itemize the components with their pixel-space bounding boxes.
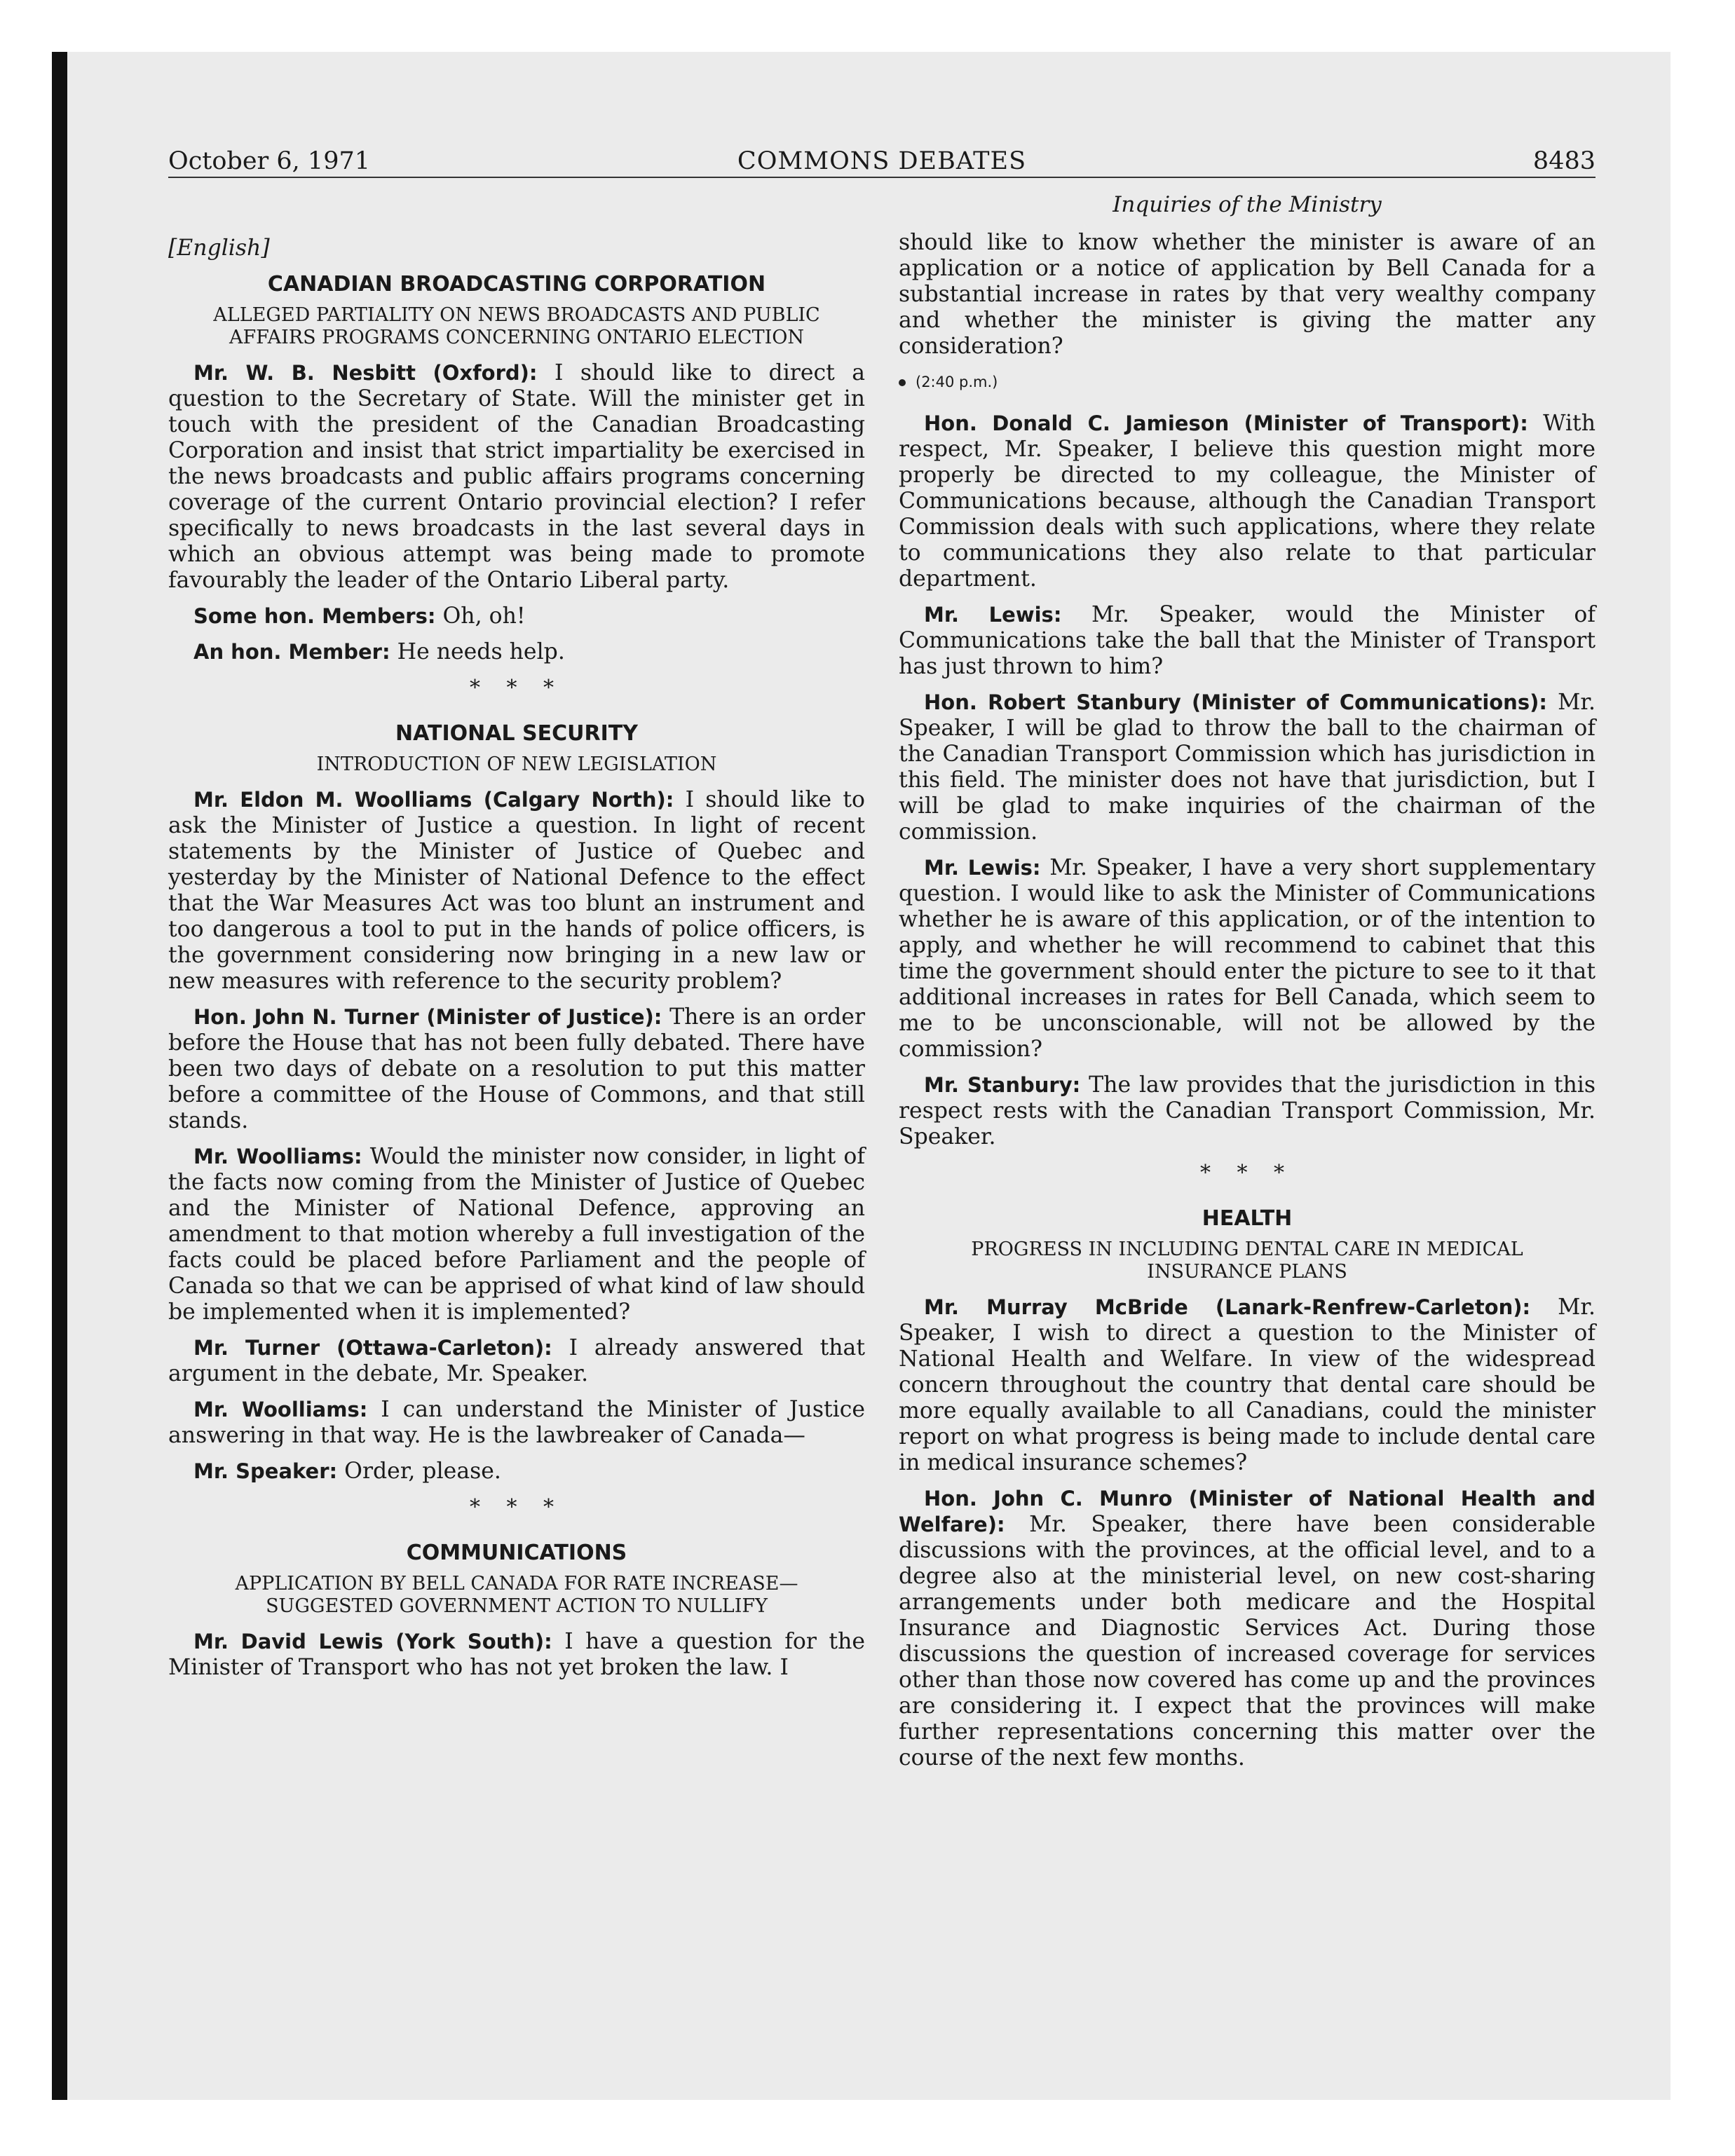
section-subheading-cbc: ALLEGED PARTIALITY ON NEWS BROADCASTS AND PUBLIC AFFAIRS PROGRAMS CONCERNING ONTARIO ELECTION [213, 304, 820, 348]
speaker-name: Mr. Woolliams: [193, 1398, 368, 1421]
section-heading-security: NATIONAL SECURITY [395, 721, 638, 746]
speaker-name: An hon. Member: [193, 640, 390, 664]
paragraph [168, 639, 865, 665]
paragraph [168, 787, 865, 995]
speaker-name: Mr. Murray McBride (Lanark-Renfrew-Carleton): [924, 1295, 1531, 1319]
speech-text: Mr. Speaker, I will be glad to throw the ball to the chairman of the Canadian Transport Commission which has jurisdiction in this field. The minister does not have that jurisdiction, but I will be glad to make inquiries of the chairman of the commission. [899, 690, 1595, 845]
header-title: COMMONS DEBATES [737, 147, 1027, 175]
section-heading-communications: COMMUNICATIONS [406, 1541, 627, 1565]
timestamp-text: (2:40 p.m.) [916, 374, 998, 390]
paragraph [168, 1397, 865, 1449]
speaker-name: Mr. David Lewis (York South): [193, 1630, 552, 1653]
language-tag: [English] [168, 236, 270, 261]
section-subheading-communications: APPLICATION BY BELL CANADA FOR RATE INCREASE—SUGGESTED GOVERNMENT ACTION TO NULLIFY [235, 1573, 798, 1617]
bullet-icon [899, 379, 906, 386]
speech-text: Would the minister now consider, in light of the facts now coming from the Minister of Justice of Quebec and the Minister of National Defence, approving an amendment to that motion whereby a full investigation of the facts could be placed before Parliament and the people of Canada so that we can be apprised of what kind of law should be implemented when it is implemented? [168, 1144, 866, 1325]
paragraph [168, 360, 865, 594]
speech-text: The law provides that the jurisdiction in this respect rests with the Canadian Transport Commission, Mr. Speaker. [899, 1072, 1596, 1149]
speech-text: Order, please. [344, 1459, 501, 1484]
section-divider: * * * [469, 676, 564, 700]
speech-text: I should like to direct a question to the Secretary of State. Will the minister get in touch with the president of the Canadian Broadcasting Corporation and insist that strict impartiality be exercised in the news broadcasts and public affairs programs concerning coverage of the current Ontario provincial election? I refer specifically to news broadcasts in the last several days in which an obvious attempt was being made to promote favourably the leader of the Ontario Liberal party. [168, 360, 865, 593]
scan-edge [52, 52, 67, 2100]
header-page-number: 8483 [1532, 147, 1595, 175]
speaker-name: Mr. W. B. Nesbitt (Oxford): [193, 361, 538, 385]
speaker-name: Mr. Woolliams: [193, 1145, 362, 1168]
paragraph [168, 1629, 865, 1681]
right-column [899, 230, 1595, 1781]
speaker-name: Hon. Donald C. Jamieson (Minister of Transport): [924, 411, 1528, 435]
paragraph [899, 1486, 1595, 1771]
paragraph [168, 1144, 865, 1325]
speaker-name: Hon. John N. Turner (Minister of Justice): [193, 1005, 662, 1029]
speaker-name: Mr. Lewis: [924, 856, 1041, 880]
speaker-name: Mr. Eldon M. Woolliams (Calgary North): [193, 788, 674, 812]
paragraph [168, 1459, 865, 1485]
speech-text: I should like to ask the Minister of Justice a question. In light of recent statements by the Minister of Justice of Quebec and yesterday by the Minister of National Defence to the effect that the War Measures Act was too blunt an instrument and too dangerous a tool to put in the hands of police officers, is the government considering now bringing in a new law or new measures with reference to the security problem? [168, 787, 865, 994]
speech-text: There is an order before the House that has not been fully debated. There have been two days of debate on a resolution to put this matter before a committee of the House of Commons, and that still stands. [168, 1004, 866, 1133]
speech-text: I already answered that argument in the debate, Mr. Speaker. [168, 1335, 865, 1386]
speech-text: Mr. Speaker, would the Minister of Communications take the ball that the Minister of Transport has just thrown to him? [899, 602, 1595, 679]
paragraph [168, 1004, 865, 1134]
section-heading-cbc: CANADIAN BROADCASTING CORPORATION [267, 272, 766, 296]
speech-text: Mr. Speaker, there have been considerable discussions with the provinces, at the official level, and to a degree also at the ministerial level, on new cost-sharing arrangements under both medicare and the Hospital Insurance and Diagnostic Services Act. During those discussions the question of increased coverage for services other than those now covered has come up and the provinces are considering it. I expect that the provinces will make further representations concerning this matter over the course of the next few months. [899, 1512, 1595, 1770]
speaker-name: Mr. Lewis: [924, 603, 1062, 627]
speech-text: He needs help. [397, 639, 565, 664]
speaker-name: Hon. John C. Munro (Minister of National Health and Welfare): [899, 1487, 1595, 1536]
paragraph [899, 1072, 1595, 1150]
paragraph [168, 1335, 865, 1387]
speaker-name: Hon. Robert Stanbury (Minister of Communications): [924, 690, 1547, 714]
speech-text: I have a question for the Minister of Transport who has not yet broken the law. I [168, 1629, 866, 1680]
speech-text: Mr. Speaker, I wish to direct a question to the Minister of National Health and Welfare. In view of the widespread concern throughout the country that dental care should be more equally available to all Canadians, could the minister report on what progress is being made to include dental care in medical insurance schemes? [899, 1295, 1596, 1475]
section-divider: * * * [1199, 1161, 1295, 1185]
section-subheading-security: INTRODUCTION OF NEW LEGISLATION [316, 753, 717, 775]
page-header [168, 146, 1595, 178]
speaker-name: Mr. Speaker: [193, 1459, 338, 1483]
speech-text: Oh, oh! [442, 603, 526, 629]
timestamp [899, 369, 1595, 395]
speaker-name: Some hon. Members: [193, 604, 436, 628]
speaker-name: Mr. Stanbury: [924, 1073, 1081, 1097]
running-head: Inquiries of the Ministry [1113, 192, 1382, 217]
section-divider: * * * [469, 1495, 564, 1520]
speech-text: I can understand the Minister of Justice answering in that way. He is the lawbreaker of Canada— [168, 1397, 866, 1448]
speech-text: With respect, Mr. Speaker, I believe this question might more properly be directed to my colleague, the Minister of Communications because, although the Canadian Transport Commission deals with such applications, where they relate to communications they also relate to that particular department. [899, 411, 1595, 592]
paragraph [899, 690, 1595, 845]
section-subheading-health: PROGRESS IN INCLUDING DENTAL CARE IN MEDICAL INSURANCE PLANS [971, 1239, 1523, 1283]
paragraph [899, 1295, 1595, 1476]
left-column [168, 230, 865, 1691]
paragraph [899, 855, 1595, 1063]
paragraph-continued [899, 230, 1595, 360]
paragraph [168, 603, 865, 629]
speech-text: Mr. Speaker, I have a very short supplementary question. I would like to ask the Minister of Communications whether he is aware of this application, or of the intention to apply, and whether he will recommend to cabinet that this time the government should enter the picture to see to it that additional increases in rates for Bell Canada, which seem to me to be unconscionable, will not be allowed by the commission? [899, 855, 1595, 1062]
speech-text: should like to know whether the minister is aware of an application or a notice of application by Bell Canada for a substantial increase in rates by that very wealthy company and whether the minister is giving the matter any consideration? [899, 230, 1595, 359]
section-heading-health: HEALTH [1202, 1206, 1293, 1231]
paragraph [899, 602, 1595, 680]
speaker-name: Mr. Turner (Ottawa-Carleton): [193, 1336, 552, 1360]
paragraph [899, 411, 1595, 592]
header-date: October 6, 1971 [168, 147, 370, 175]
